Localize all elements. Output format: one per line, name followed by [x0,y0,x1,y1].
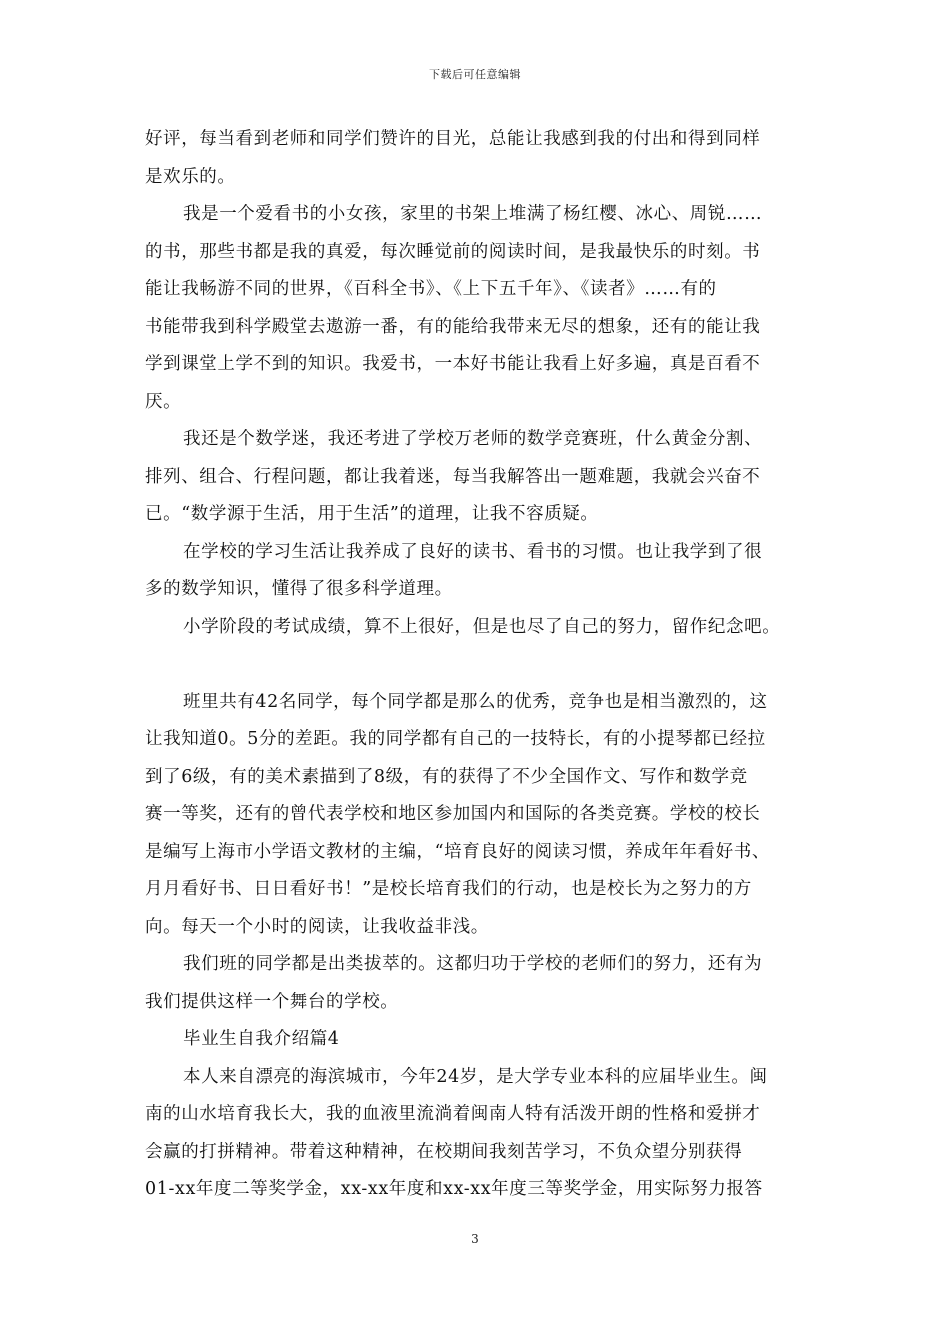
text-line: 向。每天一个小时的阅读，让我收益非浅。 [145,916,489,937]
page-header: 下载后可任意编辑 [429,68,521,81]
text-line: 在学校的学习生活让我养成了良好的读书、看书的习惯。也让我学到了很 [183,541,763,562]
text-line: 是编写上海市小学语文教材的主编，“培育良好的阅读习惯，养成年年看好书、 [145,841,770,862]
text-line: 01-xx年度二等奖学金，xx-xx年度和xx-xx年度三等奖学金，用实际努力报答 [145,1179,763,1199]
text-line: 是欢乐的。 [145,166,236,187]
text-line: 小学阶段的考试成绩，算不上很好，但是也尽了自己的努力，留作纪念吧。 [183,616,781,637]
text-line: 多的数学知识，懂得了很多科学道理。 [145,579,453,599]
text-line: 好评，每当看到老师和同学们赞许的目光，总能让我感到我的付出和得到同样 [145,129,761,149]
text-line: 学到课堂上学不到的知识。我爱书，一本好书能让我看上好多遍，真是百看不 [145,354,761,374]
text-line: 班里共有42名同学，每个同学都是那么的优秀，竞争也是相当激烈的，这 [183,691,768,712]
text-line: 书能带我到科学殿堂去遨游一番，有的能给我带来无尽的想象，还有的能让我 [145,316,761,337]
text-line: 厌。 [145,391,182,412]
text-line: 会赢的打拼精神。带着这种精神，在校期间我刻苦学习，不负众望分别获得 [145,1141,743,1162]
text-line: 本人来自漂亮的海滨城市，今年24岁，是大学专业本科的应届毕业生。闽 [183,1066,768,1087]
document-body [145,121,813,1209]
text-line: 让我知道0。5分的差距。我的同学都有自己的一技特长，有的小提琴都已经拉 [145,729,766,749]
text-line: 能让我畅游不同的世界，《百科全书》、《上下五千年》、《读者》……有的 [145,279,717,299]
text-line: 月月看好书、日日看好书！”是校长培育我们的行动，也是校长为之努力的方 [145,879,752,899]
page-number: 3 [471,1232,479,1246]
text-line: 我们提供这样一个舞台的学校。 [145,991,399,1012]
text-line: 到了6级，有的美术素描到了8级，有的获得了不少全国作文、写作和数学竞 [145,766,748,787]
text-line: 我是一个爱看书的小女孩，家里的书架上堆满了杨红樱、冰心、周锐…… [183,204,763,224]
paragraph-gap [145,646,813,684]
text-line: 我还是个数学迷，我还考进了学校万老师的数学竞赛班，什么黄金分割、 [183,429,763,449]
text-line: 我们班的同学都是出类拔萃的。这都归功于学校的老师们的努力，还有为 [183,954,763,974]
text-line: 赛一等奖，还有的曾代表学校和地区参加国内和国际的各类竞赛。学校的校长 [145,804,761,824]
section-heading: 毕业生自我介绍篇4 [183,1029,340,1049]
text-line: 的书，那些书都是我的真爱，每次睡觉前的阅读时间，是我最快乐的时刻。书 [145,241,761,262]
text-line: 已。“数学源于生活，用于生活”的道理，让我不容质疑。 [145,504,599,524]
text-line: 南的山水培育我长大，我的血液里流淌着闽南人特有活泼开朗的性格和爱拼才 [145,1104,761,1124]
text-line: 排列、组合、行程问题，都让我着迷，每当我解答出一题难题，我就会兴奋不 [145,466,761,487]
